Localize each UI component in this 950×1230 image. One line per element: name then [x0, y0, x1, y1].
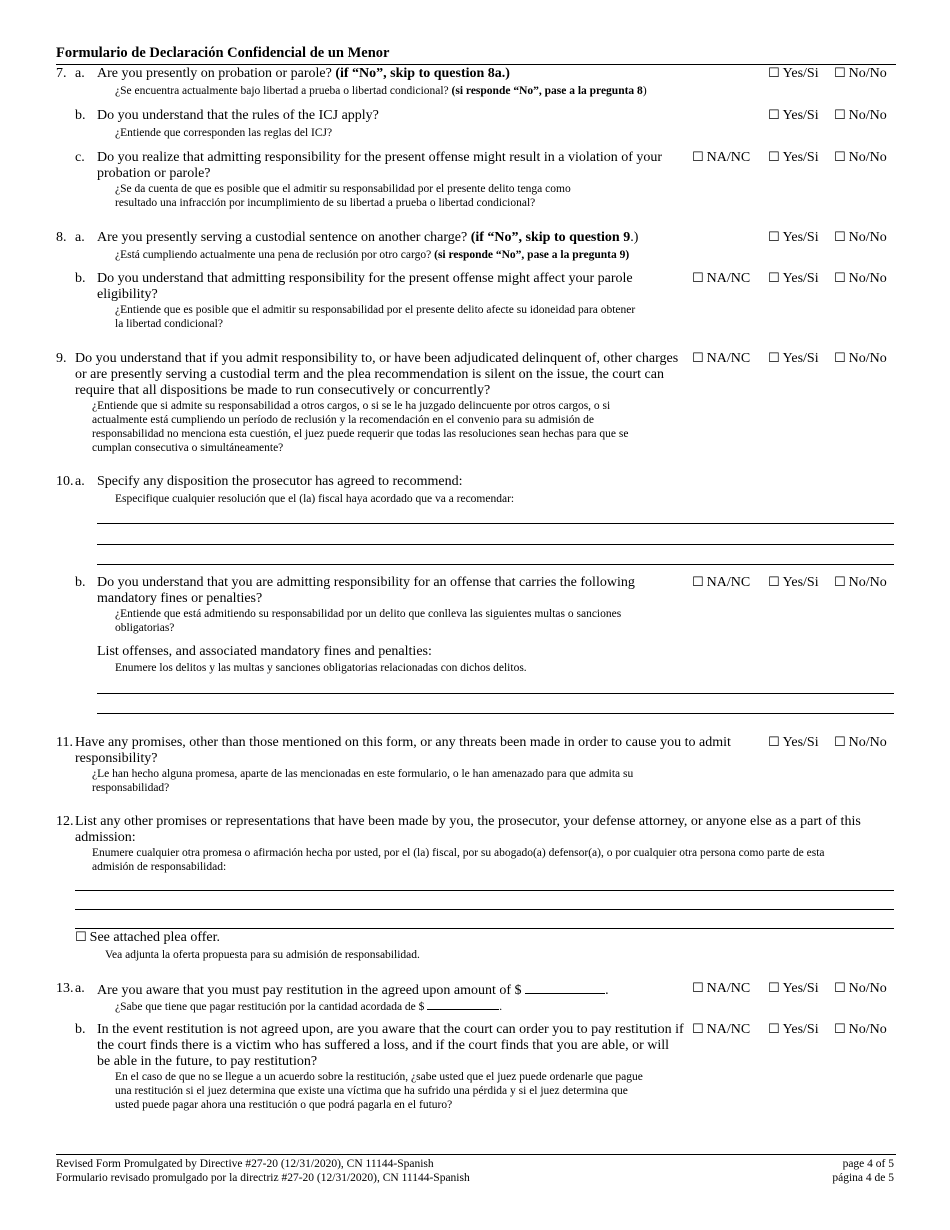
- page-number: page 4 of 5 página 4 de 5: [832, 1158, 894, 1184]
- checkbox-icon: ☐: [768, 66, 780, 81]
- q13a-yes-checkbox[interactable]: ☐ Yes/Si: [768, 981, 819, 996]
- footer-rule: [56, 1154, 896, 1155]
- q8b-no-checkbox[interactable]: ☐ No/No: [834, 271, 887, 286]
- checkbox-icon: ☐: [768, 1022, 780, 1037]
- q9-spanish: ¿Entiende que si admite su responsabilidad a otros cargos, o si se le ha juzgado delincuente por otros cargos, o si actualmente está cumpliendo un período de reclusión y la recomendación en el convenio para su admisión de responsabilidad no menciona esta cuestión, el juez puede requerir que todas las resoluciones sean hechas para que se cumplan consecutiva o simultáneamente?: [92, 400, 629, 454]
- q13a-spanish: ¿Sabe que tiene que pagar restitución por la cantidad acordada de $ .: [115, 1001, 503, 1013]
- q9-number: 9.: [56, 351, 67, 366]
- checkbox-icon: ☐: [768, 108, 780, 123]
- q8a-letter: a.: [75, 230, 85, 245]
- q7c-na-checkbox[interactable]: ☐ NA/NC: [692, 150, 751, 165]
- q11-no-checkbox[interactable]: ☐ No/No: [834, 735, 887, 750]
- q12-answer-line[interactable]: [75, 909, 894, 910]
- q7-number: 7.: [56, 66, 67, 81]
- q13b-english: In the event restitution is not agreed upon, are you aware that the court can order you to pay restitution if the court finds there is a victim who has suffered a loss, and if the court finds that you are able, or will be able in the future, to pay restitution?: [97, 1022, 684, 1069]
- checkbox-icon: ☐: [768, 351, 780, 366]
- q8b-na-checkbox[interactable]: ☐ NA/NC: [692, 271, 751, 286]
- q7b-spanish: ¿Entiende que corresponden las reglas del ICJ?: [115, 127, 333, 139]
- q10b-spanish: ¿Entiende que está admitiendo su responsabilidad por un delito que conlleva las siguientes multas o sanciones obligatorias?: [115, 608, 622, 634]
- q9-na-checkbox[interactable]: ☐ NA/NC: [692, 351, 751, 366]
- q13a-letter: a.: [75, 981, 85, 996]
- q8b-english: Do you understand that admitting responsibility for the present offense might affect your parole eligibility?: [97, 271, 633, 302]
- q10b-yes-checkbox[interactable]: ☐ Yes/Si: [768, 575, 819, 590]
- restitution-amount-field[interactable]: [525, 981, 605, 994]
- q10-number: 10.: [56, 474, 74, 489]
- checkbox-icon: ☐: [692, 150, 704, 165]
- q12-spanish: Enumere cualquier otra promesa o afirmación hecha por usted, por el (la) fiscal, por su abogado(a) defensor(a), o por cualquier otra persona como parte de esta admisión de responsabilidad:: [92, 847, 825, 873]
- q12-answer-line[interactable]: [75, 928, 894, 929]
- q13b-spanish: En el caso de que no se llegue a un acuerdo sobre la restitución, ¿sabe usted que el juez puede ordenarle que pague una restitución si el juez determina que existe una víctima que ha sufrido una pérdida y si el juez determina que usted puede pagar ahora una restitución o que podrá pagarla en el futuro?: [115, 1071, 643, 1111]
- q11-spanish: ¿Le han hecho alguna promesa, aparte de las mencionadas en este formulario, o le han amenazado para que admita su responsabilidad?: [92, 768, 634, 794]
- q10b-na-checkbox[interactable]: ☐ NA/NC: [692, 575, 751, 590]
- checkbox-icon: ☐: [692, 1022, 704, 1037]
- q7a-yes-checkbox[interactable]: ☐ Yes/Si: [768, 66, 819, 81]
- q9-english: Do you understand that if you admit responsibility to, or have been adjudicated delinquent of, other charges or are presently serving a custodial term and the plea recommendation is silent on the issue, the court can require that all dispositions be made to run consecutively or concurrently?: [75, 351, 679, 398]
- q7c-letter: c.: [75, 150, 85, 165]
- q10b-answer-line[interactable]: [97, 713, 894, 714]
- checkbox-icon: ☐: [768, 981, 780, 996]
- q10a-english: Specify any disposition the prosecutor has agreed to recommend:: [97, 474, 463, 489]
- q8a-no-checkbox[interactable]: ☐ No/No: [834, 230, 887, 245]
- checkbox-icon: ☐: [692, 271, 704, 286]
- q7c-spanish: ¿Se da cuenta de que es posible que el admitir su responsabilidad por el presente delito tenga como resultado una infracción por incumplimiento de su libertad a prueba o libertad condicional?: [115, 183, 571, 209]
- title-rule: [56, 64, 896, 65]
- q10b-no-checkbox[interactable]: ☐ No/No: [834, 575, 887, 590]
- checkbox-icon: ☐: [834, 981, 846, 996]
- checkbox-icon: ☐: [834, 575, 846, 590]
- checkbox-icon: ☐: [768, 150, 780, 165]
- see-attached-spanish: Vea adjunta la oferta propuesta para su admisión de responsabilidad.: [105, 949, 420, 961]
- checkbox-icon: ☐: [768, 575, 780, 590]
- q7c-no-checkbox[interactable]: ☐ No/No: [834, 150, 887, 165]
- checkbox-icon: ☐: [834, 271, 846, 286]
- q10a-answer-line[interactable]: [97, 564, 894, 565]
- q7a-letter: a.: [75, 66, 85, 81]
- q10b-answer-line[interactable]: [97, 693, 894, 694]
- checkbox-icon: ☐: [834, 108, 846, 123]
- q7a-no-checkbox[interactable]: ☐ No/No: [834, 66, 887, 81]
- q7b-english: Do you understand that the rules of the ICJ apply?: [97, 108, 379, 123]
- checkbox-icon: ☐: [834, 150, 846, 165]
- checkbox-icon: ☐: [692, 981, 704, 996]
- q13b-no-checkbox[interactable]: ☐ No/No: [834, 1022, 887, 1037]
- q12-number: 12.: [56, 814, 74, 829]
- q9-no-checkbox[interactable]: ☐ No/No: [834, 351, 887, 366]
- checkbox-icon: ☐: [834, 66, 846, 81]
- checkbox-icon: ☐: [834, 1022, 846, 1037]
- checkbox-icon: ☐: [768, 230, 780, 245]
- q13a-na-checkbox[interactable]: ☐ NA/NC: [692, 981, 751, 996]
- q11-english: Have any promises, other than those mentioned on this form, or any threats been made in order to cause you to admit responsibility?: [75, 735, 731, 766]
- q10a-letter: a.: [75, 474, 85, 489]
- q10a-spanish: Especifique cualquier resolución que el (la) fiscal haya acordado que va a recomendar:: [115, 493, 515, 505]
- q12-answer-line[interactable]: [75, 890, 894, 891]
- q9-yes-checkbox[interactable]: ☐ Yes/Si: [768, 351, 819, 366]
- q10a-answer-line[interactable]: [97, 544, 894, 545]
- q7b-no-checkbox[interactable]: ☐ No/No: [834, 108, 887, 123]
- checkbox-icon: ☐: [768, 735, 780, 750]
- q13-number: 13.: [56, 981, 74, 996]
- q8a-spanish: ¿Está cumpliendo actualmente una pena de reclusión por otro cargo? (si responde “No”, pase a la pregunta 9): [115, 249, 630, 261]
- q10a-answer-line[interactable]: [97, 523, 894, 524]
- checkbox-icon: ☐: [834, 230, 846, 245]
- checkbox-icon: ☐: [834, 351, 846, 366]
- restitution-amount-field-es[interactable]: [427, 999, 499, 1010]
- q8a-english: Are you presently serving a custodial sentence on another charge? (if “No”, skip to question 9.): [97, 230, 639, 245]
- q8b-yes-checkbox[interactable]: ☐ Yes/Si: [768, 271, 819, 286]
- q10b-english: Do you understand that you are admitting responsibility for an offense that carries the following mandatory fines or penalties?: [97, 575, 635, 606]
- q8-number: 8.: [56, 230, 67, 245]
- q7c-english: Do you realize that admitting responsibility for the present offense might result in a violation of your probation or parole?: [97, 150, 663, 181]
- q10b-letter: b.: [75, 575, 86, 590]
- checkbox-icon: ☐: [75, 930, 87, 945]
- checkbox-icon: ☐: [834, 735, 846, 750]
- q7b-letter: b.: [75, 108, 86, 123]
- q7b-yes-checkbox[interactable]: ☐ Yes/Si: [768, 108, 819, 123]
- footer-left: Revised Form Promulgated by Directive #27-20 (12/31/2020), CN 11144-Spanish Formulario revisado promulgado por la directriz #27-20 (12/31/2020), CN 11144-Spanish: [56, 1158, 470, 1184]
- q7a-english: Are you presently on probation or parole? (if “No”, skip to question 8a.): [97, 66, 510, 81]
- see-attached-checkbox[interactable]: ☐ See attached plea offer.: [75, 930, 220, 945]
- form-title: Formulario de Declaración Confidencial de un Menor: [56, 45, 390, 61]
- checkbox-icon: ☐: [768, 271, 780, 286]
- q8b-letter: b.: [75, 271, 86, 286]
- q13a-english: Are you aware that you must pay restitution in the agreed upon amount of $ .: [97, 983, 609, 998]
- q10b-list-english: List offenses, and associated mandatory fines and penalties:: [97, 644, 432, 659]
- q11-number: 11.: [56, 735, 73, 750]
- q11-yes-checkbox[interactable]: ☐ Yes/Si: [768, 735, 819, 750]
- q13b-letter: b.: [75, 1022, 86, 1037]
- checkbox-icon: ☐: [692, 575, 704, 590]
- q10b-list-spanish: Enumere los delitos y las multas y sanciones obligatorias relacionadas con dichos delitos.: [115, 662, 527, 674]
- q8b-spanish: ¿Entiende que es posible que el admitir su responsabilidad por el presente delito afecte su idoneidad para obtener la libertad condicional?: [115, 304, 636, 330]
- q13b-yes-checkbox[interactable]: ☐ Yes/Si: [768, 1022, 819, 1037]
- q8a-yes-checkbox[interactable]: ☐ Yes/Si: [768, 230, 819, 245]
- q13b-na-checkbox[interactable]: ☐ NA/NC: [692, 1022, 751, 1037]
- q12-english: List any other promises or representations that have been made by you, the prosecutor, your defense attorney, or anyone else as a part of this admission:: [75, 814, 861, 845]
- checkbox-icon: ☐: [692, 351, 704, 366]
- q7a-spanish: ¿Se encuentra actualmente bajo libertad a prueba o libertad condicional? (si responde “No”, pase a la pregunta 8): [115, 85, 647, 97]
- q7c-yes-checkbox[interactable]: ☐ Yes/Si: [768, 150, 819, 165]
- q13a-no-checkbox[interactable]: ☐ No/No: [834, 981, 887, 996]
